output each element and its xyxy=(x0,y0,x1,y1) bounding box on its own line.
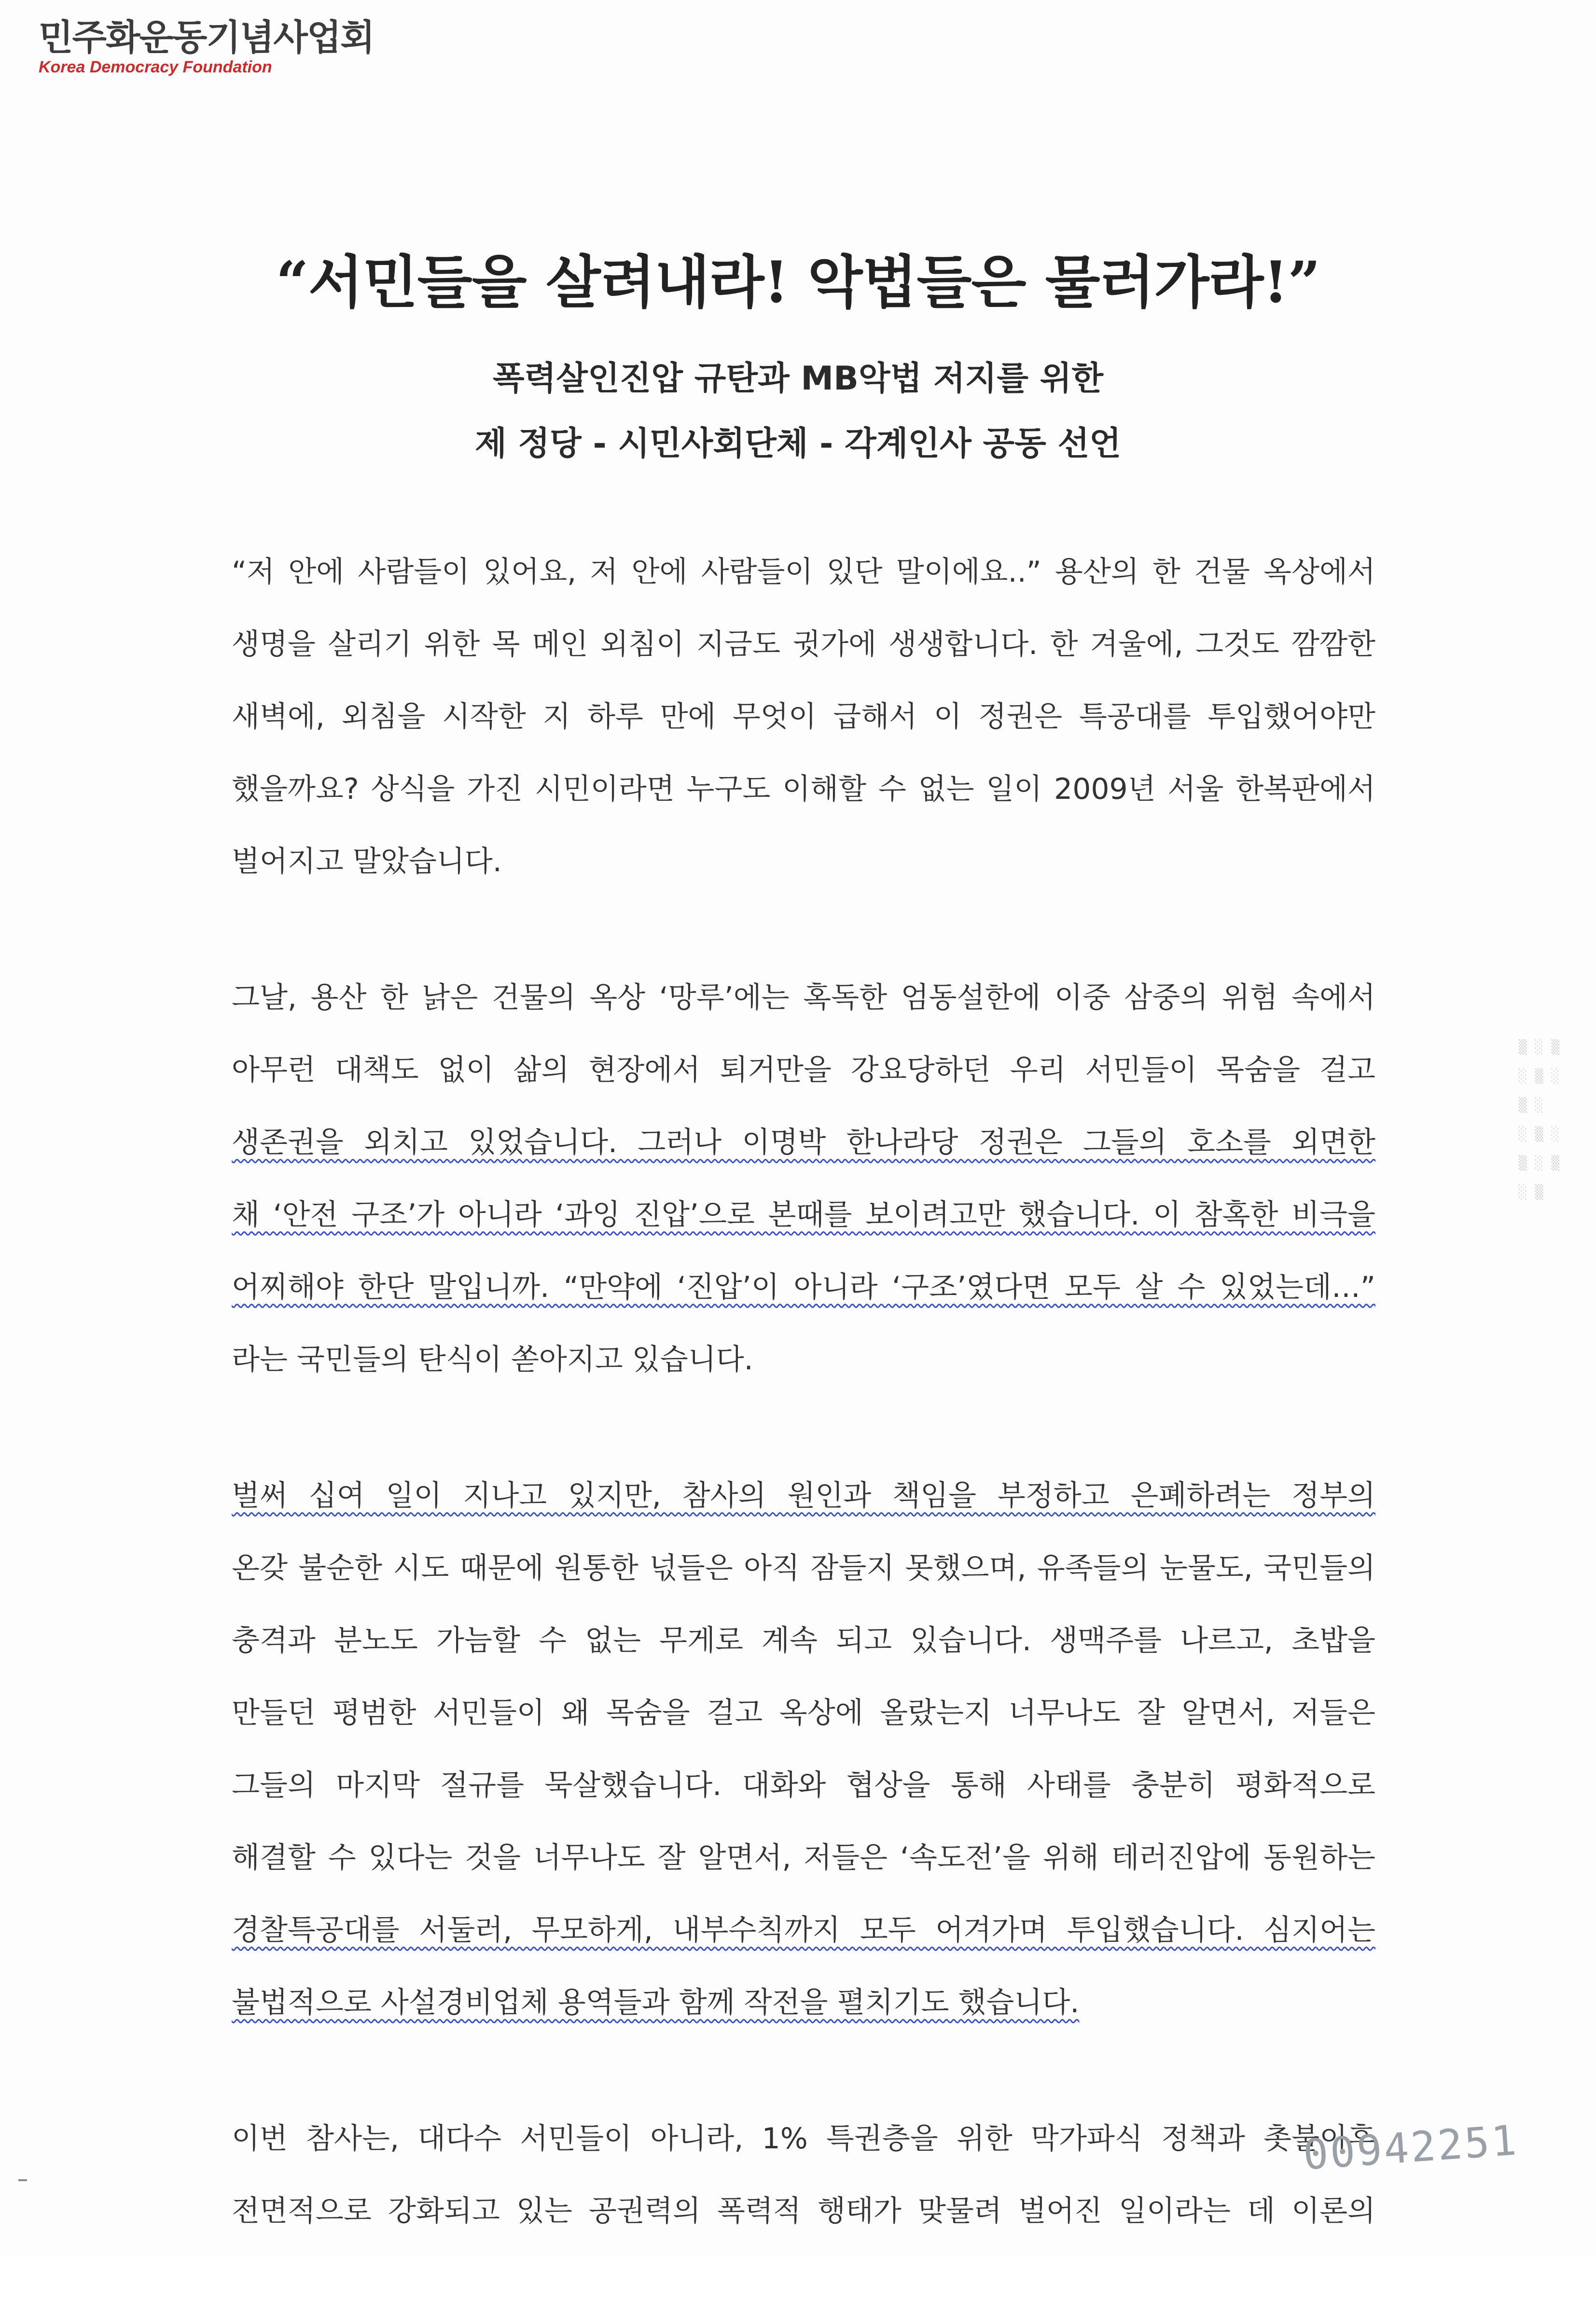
body-line: “저 안에 사람들이 있어요, 저 안에 사람들이 있단 말이에요..” 용산의 한 건물 옥상에서 xyxy=(232,555,1375,589)
bleed-through-noise: ▒ ░ ▒ ░ ▒ ░ ▒ ░ ░ ▒ ░ ▒ ░ ▒ ░ ▒ xyxy=(1519,1039,1560,1200)
body-line-underlined: 어찌해야 한단 말입니까. “만약에 ‘진압’이 아니라 ‘구조’였다면 모두 살 수 있었는데…” xyxy=(232,1270,1375,1304)
document-title: “서민들을 살려내라! 악법들은 물러가라!” xyxy=(276,249,1320,316)
body-line-underlined: 벌써 십여 일이 지나고 있지만, 참사의 원인과 책임을 부정하고 은폐하려는 정부의 xyxy=(232,1479,1375,1513)
paragraph-4 xyxy=(232,2102,1375,2247)
body-line: 새벽에, 외침을 시작한 지 하루 만에 무엇이 급해서 이 정권은 특공대를 투입했어야만 xyxy=(232,700,1375,734)
body-line: 그들의 마지막 절규를 묵살했습니다. 대화와 협상을 통해 사태를 충분히 평화적으로 xyxy=(232,1768,1375,1802)
body-line-underlined: 채 ‘안전 구조’가 아니라 ‘과잉 진압’으로 본때를 보이려고만 했습니다. 이 참혹한 비극을 xyxy=(232,1198,1375,1232)
document-body xyxy=(232,536,1375,2311)
body-line: 벌어지고 말았습니다. xyxy=(232,845,502,878)
body-line: 아무런 대책도 없이 삶의 현장에서 퇴거만을 강요당하던 우리 서민들이 목숨을 걸고 xyxy=(232,1053,1375,1087)
body-line: 했을까요? 상식을 가진 시민이라면 누구도 이해할 수 없는 일이 2009년 서울 한복판에서 xyxy=(232,772,1375,806)
logo-korean-text: 민주화운동기념사업회 xyxy=(39,17,374,58)
body-line: 그날, 용산 한 낡은 건물의 옥상 ‘망루’에는 혹독한 엄동설한에 이중 삼중의 위험 속에서 xyxy=(232,981,1375,1015)
archive-number: 00942251 xyxy=(1302,2116,1520,2180)
body-line: 해결할 수 있다는 것을 너무나도 잘 알면서, 저들은 ‘속도전’을 위해 테러진압에 동원하는 xyxy=(232,1841,1375,1875)
body-line: 이번 참사는, 대다수 서민들이 아니라, 1% 특권층을 위한 막가파식 정책과 촛불이후 xyxy=(232,2122,1375,2156)
document-subtitle-line-1: 폭력살인진압 규탄과 MB악법 저지를 위한 xyxy=(492,360,1104,398)
body-line: 전면적으로 강화되고 있는 공권력의 폭력적 행태가 맞물려 벌어진 일이라는 데 이론의 xyxy=(232,2194,1375,2228)
document-subtitle-line-2: 제 정당 - 시민사회단체 - 각계인사 공동 선언 xyxy=(475,425,1121,463)
body-line: 만들던 평범한 서민들이 왜 목숨을 걸고 옥상에 올랐는지 너무나도 잘 알면서, 저들은 xyxy=(232,1696,1375,1730)
logo-english-text: Korea Democracy Foundation xyxy=(39,57,272,76)
scan-tick-mark xyxy=(18,2179,27,2181)
body-line-underlined: 생존권을 외치고 있었습니다. 그러나 이명박 한나라당 정권은 그들의 호소를 외면한 xyxy=(232,1126,1375,1159)
foundation-logo xyxy=(39,17,374,77)
body-line: 충격과 분노도 가늠할 수 없는 무게로 계속 되고 있습니다. 생맥주를 나르고, 초밥을 xyxy=(232,1624,1375,1657)
body-line-underlined: 경찰특공대를 서둘러, 무모하게, 내부수칙까지 모두 어겨가며 투입했습니다. 심지어는 xyxy=(232,1913,1375,1947)
body-line: 생명을 살리기 위한 목 메인 외침이 지금도 귓가에 생생합니다. 한 겨울에, 그것도 깜깜한 xyxy=(232,627,1375,661)
paragraph-3 xyxy=(232,1460,1375,2039)
body-line: 라는 국민들의 탄식이 쏟아지고 있습니다. xyxy=(232,1343,753,1377)
body-line: 온갖 불순한 시도 때문에 원통한 넋들은 아직 잠들지 못했으며, 유족들의 눈물도, 국민들의 xyxy=(232,1551,1375,1585)
paragraph-1 xyxy=(232,536,1375,898)
paragraph-2 xyxy=(232,961,1375,1396)
body-line-underlined: 불법적으로 사설경비업체 용역들과 함께 작전을 펼치기도 했습니다. xyxy=(232,1986,1080,2019)
